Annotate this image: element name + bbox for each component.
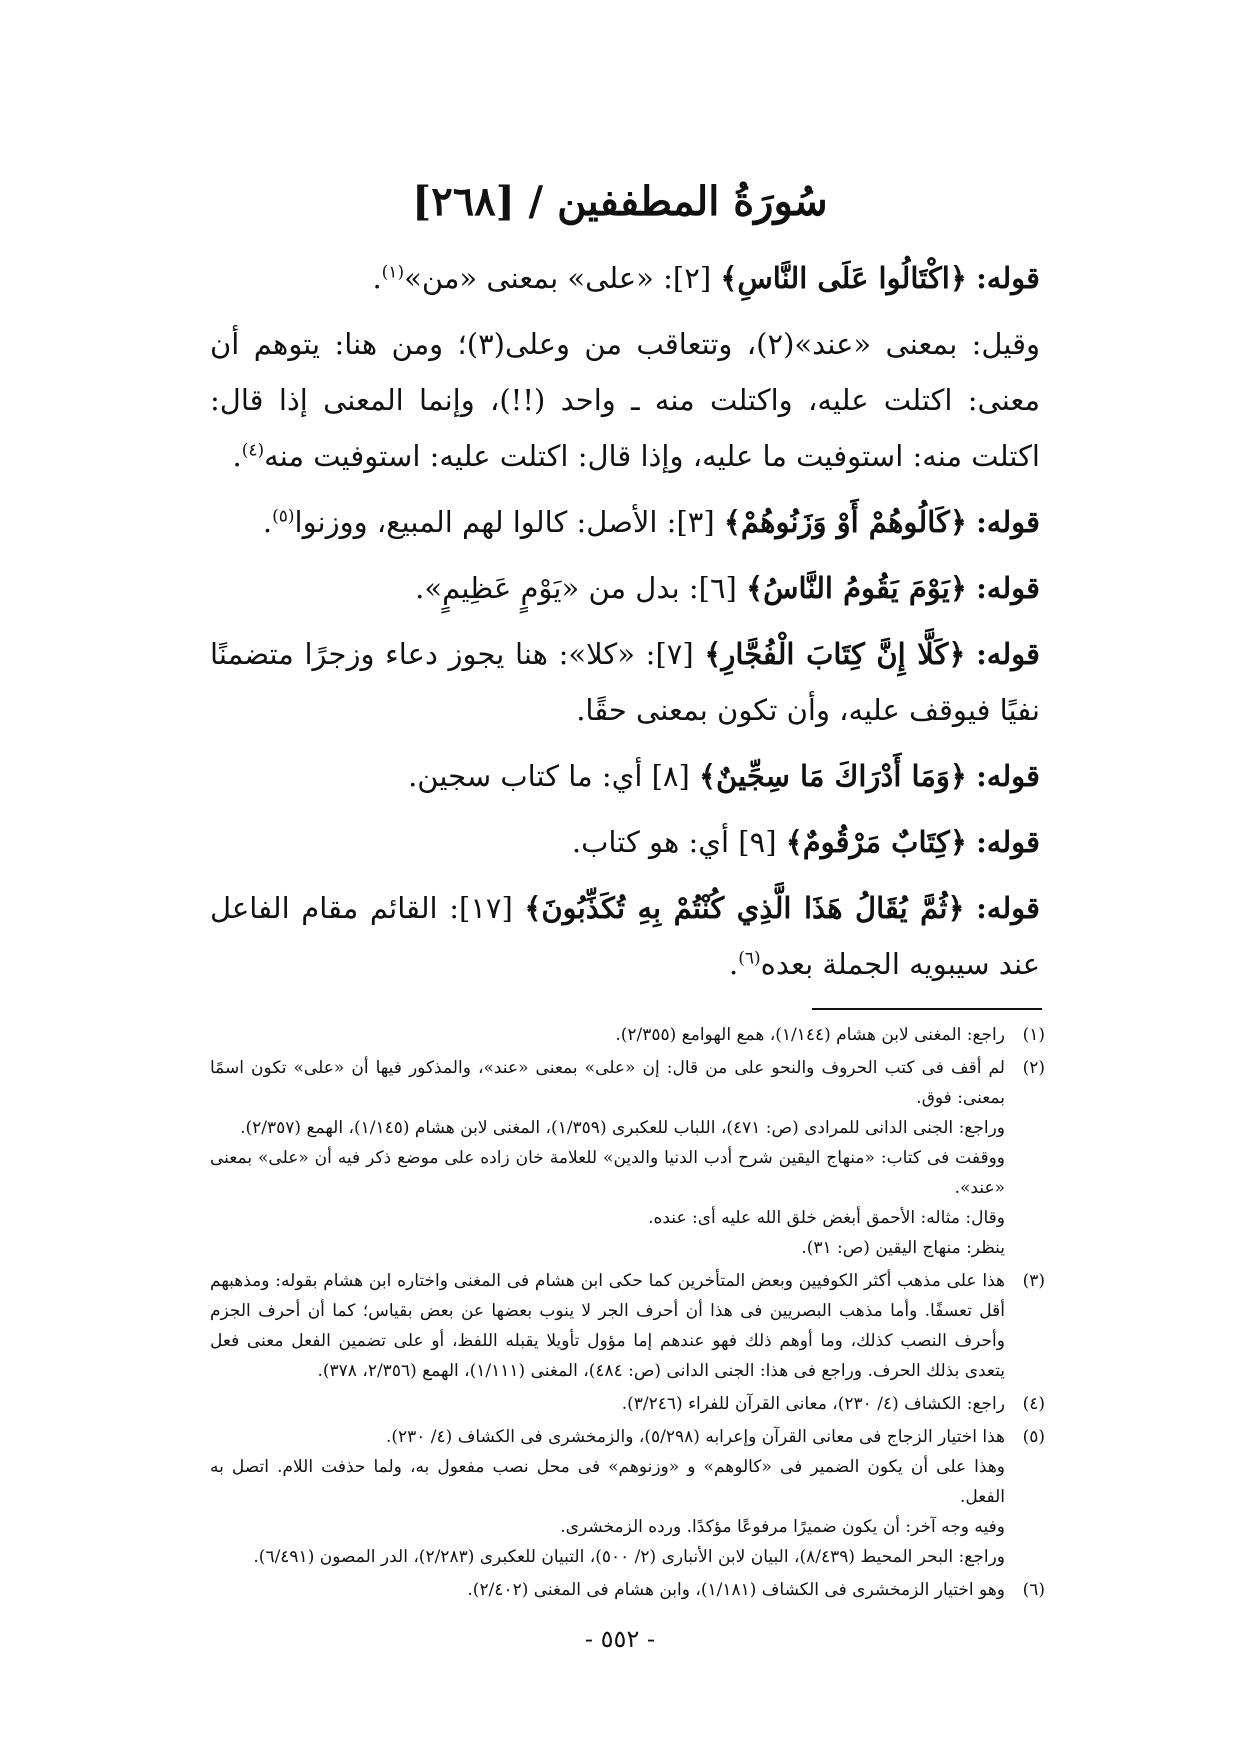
quran-verse: ﴿كَالُوهُمْ أَوْ وَزَنُوهُمْ﴾ xyxy=(723,505,967,539)
footnote-divider xyxy=(812,1008,1042,1010)
entry xyxy=(210,250,1040,306)
quran-verse: ﴿اكْتَالُوا عَلَى النَّاسِ﴾ xyxy=(720,261,967,295)
entry-text: : «كلا»: هنا يجوز دعاء وزجرًا متضمنًا نفيًا فيوقف عليه، وأن تكون بمعنى حقًا xyxy=(210,637,1040,727)
footnote-text xyxy=(210,1266,1005,1386)
verse-ref: [٦] xyxy=(698,571,737,605)
footnote xyxy=(210,1422,1045,1572)
entry xyxy=(210,494,1040,550)
entry xyxy=(210,316,1040,484)
entry xyxy=(210,880,1040,992)
entry-tail: . xyxy=(372,261,382,295)
entry-tail: . xyxy=(262,505,273,539)
entry-text: وقيل: بمعنى «عند»(٢)، وتتعاقب من وعلى(٣)؛ ومن هنا: يتوهم أن معنى: اكتلت عليه، واكتلت منه ـ واحد (!!)، وإنما المعنى إذا قال: اكتلت منه: استوفيت ما عليه، وإذا قال: اكتلت عليه: استوفيت منه xyxy=(210,327,1041,473)
footnote xyxy=(210,1266,1045,1386)
footnote-ref: (٦) xyxy=(738,948,761,969)
entry-tail: . xyxy=(232,439,242,473)
page-number: - ٥٥٢ - xyxy=(584,1625,656,1653)
entry-label: قوله: xyxy=(976,571,1040,605)
footnote-line: وراجع: الجنى الدانى للمرادى (ص: ٤٧١)، اللباب للعكبرى (١/٣٥٩)، المغنى لابن هشام (١/١٤٥)، الهمع (٢/٣٥٧). xyxy=(240,1118,1005,1138)
footnote-line: راجع: الكشاف (٤/ ٢٣٠)، معانى القرآن للفراء (٣/٢٤٦). xyxy=(621,1394,1005,1414)
entry xyxy=(210,626,1040,738)
footnote-line: وراجع: البحر المحيط (٨/٤٣٩)، البيان لابن الأنبارى (٢/ ٥٠٠)، التبيان للعكبرى (٢/٢٨٣)، الدر المصون (٦/٤٩١). xyxy=(253,1547,1005,1567)
footnote-ref: (٤) xyxy=(241,440,265,461)
verse-ref: [٢] xyxy=(672,261,712,295)
quran-verse: ﴿يَوْمَ يَقُومُ النَّاسُ﴾ xyxy=(746,571,967,605)
footnote-text xyxy=(210,1020,1005,1050)
footnote xyxy=(210,1575,1045,1605)
footnote-line: ينظر: منهاج اليقين (ص: ٣١). xyxy=(801,1238,1005,1258)
footnote-line: هذا على مذهب أكثر الكوفيين وبعض المتأخرين كما حكى ابن هشام فى المغنى واختاره ابن هشام بقوله: ومذهبهم أقل تعسفًا. وأما مذهب البصريين فى هذا أن أحرف الجر لا ينوب بعضها عن بعض بقياس؛ كما أن أحرف الجزم وأحرف النصب كذلك، وما أوهم ذلك فهو عندهم إما مؤول تأويلا يقبله اللفظ، أو على تضمين الفعل معنى فعل يتعدى بذلك الحرف. وراجع فى هذا: الجنى الدانى (ص: ٤٨٤)، المغنى (١/١١١)، الهمع (٢/٣٥٦، ٣٧٨). xyxy=(210,1271,1005,1381)
entry-label: قوله: xyxy=(976,759,1040,793)
footnote xyxy=(210,1020,1045,1050)
entry-label: قوله: xyxy=(976,505,1040,539)
quran-verse: ﴿ثُمَّ يُقَالُ هَذَا الَّذِي كُنْتُمْ بِهِ تُكَذِّبُونَ﴾ xyxy=(524,891,965,925)
footnote-line: هذا اختيار الزجاج فى معانى القرآن وإعرابه (٥/٢٩٨)، والزمخشرى فى الكشاف (٤/ ٢٣٠). xyxy=(385,1427,1005,1447)
verse-ref: [٨] xyxy=(651,759,690,793)
footnote-ref: (١) xyxy=(381,262,405,283)
entry-label: قوله: xyxy=(976,637,1041,671)
quran-verse: ﴿كَلَّا إِنَّ كِتَابَ الْفُجَّارِ﴾ xyxy=(704,637,966,671)
footnote-text xyxy=(210,1053,1005,1263)
quran-verse: ﴿وَمَا أَدْرَاكَ مَا سِجِّينٌ﴾ xyxy=(699,759,967,793)
footnote-line: ووقفت فى كتاب: «منهاج اليقين شرح أدب الدنيا والدين» للعلامة خان زاده على موضع ذكر فيه أن «على» بمعنى «عند». xyxy=(210,1148,1005,1198)
quran-verse: ﴿كِتَابٌ مَرْقُومٌ﴾ xyxy=(785,825,967,859)
footnote-text xyxy=(210,1389,1005,1419)
verse-ref: [٧] xyxy=(655,637,694,671)
footnote-line: لم أقف فى كتب الحروف والنحو على من قال: إن «على» بمعنى «عند»، والمذكور فيها أن «على» تكون اسمًا بمعنى: فوق. xyxy=(210,1058,1005,1108)
footnote-line: وهذا على أن يكون الضمير فى «كالوهم» و «وزنوهم» فى محل نصب مفعول به، ولما حذفت اللام. اتصل به الفعل. xyxy=(210,1457,1005,1507)
footnote-line: وفيه وجه آخر: أن يكون ضميرًا مرفوعًا مؤكدًا. ورده الزمخشرى. xyxy=(560,1517,1005,1537)
entry-text: : الأصل: كالوا لهم المبيع، ووزنوا xyxy=(294,505,677,539)
entry-tail: . xyxy=(408,759,418,793)
footnote-number: (٤) xyxy=(1022,1394,1045,1414)
verse-ref: [٣] xyxy=(676,505,715,539)
footnotes xyxy=(210,1020,1045,1608)
main-text xyxy=(210,250,1040,1002)
footnote-line: وهو اختيار الزمخشرى فى الكشاف (١/١٨١)، وابن هشام فى المغنى (٢/٤٠٢). xyxy=(467,1580,1005,1600)
entry-label: قوله: xyxy=(976,825,1040,859)
footnote-text xyxy=(210,1575,1005,1605)
footnote xyxy=(210,1053,1045,1263)
entry-tail: . xyxy=(729,947,739,981)
footnote-number: (٦) xyxy=(1022,1580,1045,1600)
footnote-line: وقال: مثاله: الأحمق أبغض خلق الله عليه أى: عنده. xyxy=(648,1208,1005,1228)
footnote-number: (٥) xyxy=(1022,1427,1045,1447)
footnote-line: راجع: المغنى لابن هشام (١/١٤٤)، همع الهوامع (٢/٣٥٥). xyxy=(615,1025,1005,1045)
footnote xyxy=(210,1389,1045,1419)
entry-tail: . xyxy=(571,825,582,859)
entry-text: : القائم مقام الفاعل عند سيبويه الجملة بعده xyxy=(210,891,1040,981)
entry xyxy=(210,560,1040,616)
entry xyxy=(210,748,1040,804)
entry-label: قوله: xyxy=(976,891,1041,925)
verse-ref: [١٧] xyxy=(458,891,513,925)
entry-text: : بدل من «يَوْمٍ عَظِيمٍ» xyxy=(424,571,699,605)
entry-tail: . xyxy=(415,571,425,605)
entry-tail: . xyxy=(576,693,586,727)
footnote-number: (٣) xyxy=(1022,1271,1045,1291)
entry-text: : «على» بمعنى «من» xyxy=(404,261,673,295)
entry xyxy=(210,814,1040,870)
page-title: سُورَةُ المطففين / [٢٦٨] xyxy=(412,178,828,225)
footnote-ref: (٥) xyxy=(272,506,295,527)
entry-label: قوله: xyxy=(976,261,1040,295)
entry-text: أي: ما كتاب سجين xyxy=(417,759,652,793)
footnote-number: (٢) xyxy=(1022,1058,1045,1078)
verse-ref: [٩] xyxy=(738,825,777,859)
entry-text: أي: هو كتاب xyxy=(581,825,739,859)
footnote-number: (١) xyxy=(1022,1025,1045,1045)
footnote-text xyxy=(210,1422,1005,1572)
